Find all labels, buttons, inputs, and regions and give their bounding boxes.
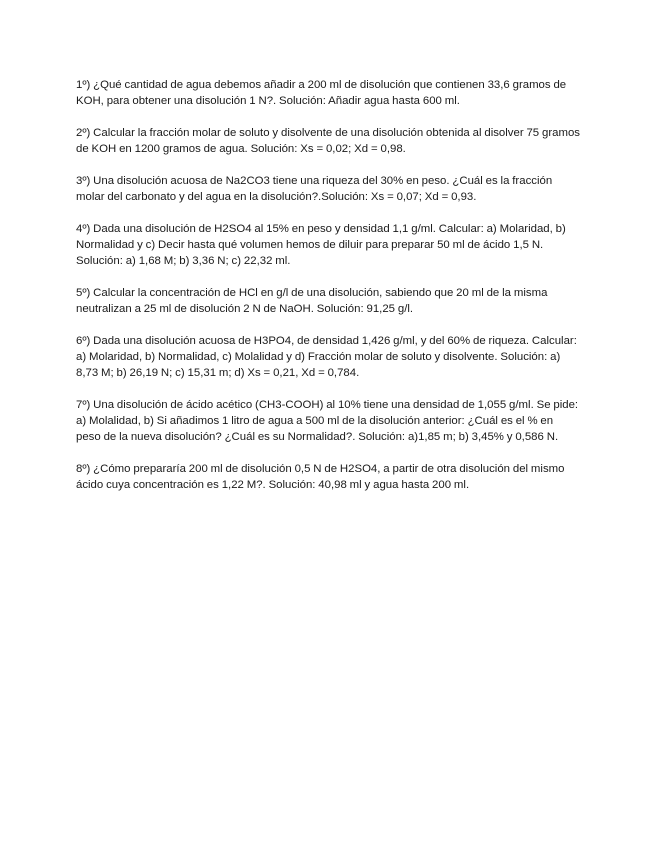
- problem-2: 2º) Calcular la fracción molar de soluto y disolvente de una disolución obtenida al disolver 75 gramos de KOH en 1200 gramos de agua. Solución: Xs = 0,02; Xd = 0,98.: [76, 127, 580, 155]
- problem-5: 5º) Calcular la concentración de HCl en g/l de una disolución, sabiendo que 20 ml de la misma neutralizan a 25 ml de disolución 2 N de NaOH. Solución: 91,25 g/l.: [76, 287, 548, 315]
- problem-7: 7º) Una disolución de ácido acético (CH3-COOH) al 10% tiene una densidad de 1,055 g/ml. Se pide: a) Molalidad, b) Si añadimos 1 litro de agua a 500 ml de la disolución anterior: ¿Cuál es el % en peso de la nueva disolución? ¿Cuál es su Normalidad?. Solución: a)1,85 m; b) 3,45% y 0,586 N.: [76, 399, 579, 443]
- problem-6: 6º) Dada una disolución acuosa de H3PO4, de densidad 1,426 g/ml, y del 60% de riqueza. Calcular: a) Molaridad, b) Normalidad, c) Molalidad y d) Fracción molar de soluto y disolvente. Solución: a) 8,73 M; b) 26,19 N; c) 15,31 m; d) Xs = 0,21, Xd = 0,784.: [76, 335, 577, 379]
- problem-3: 3º) Una disolución acuosa de Na2CO3 tiene una riqueza del 30% en peso. ¿Cuál es la fracción molar del carbonato y del agua en la disolución?.Solución: Xs = 0,07; Xd = 0,93.: [76, 175, 553, 203]
- problem-1: 1º) ¿Qué cantidad de agua debemos añadir a 200 ml de disolución que contienen 33,6 gramos de KOH, para obtener una disolución 1 N?. Solución: Añadir agua hasta 600 ml.: [76, 79, 567, 107]
- problem-list: [76, 77, 580, 509]
- problem-8: 8º) ¿Cómo prepararía 200 ml de disolución 0,5 N de H2SO4, a partir de otra disolución del mismo ácido cuya concentración es 1,22 M?. Solución: 40,98 ml y agua hasta 200 ml.: [76, 463, 565, 491]
- problem-4: 4º) Dada una disolución de H2SO4 al 15% en peso y densidad 1,1 g/ml. Calcular: a) Molaridad, b) Normalidad y c) Decir hasta qué volumen hemos de diluir para preparar 50 ml de ácido 1,5 N. Solución: a) 1,68 M; b) 3,36 N; c) 22,32 ml.: [76, 223, 566, 267]
